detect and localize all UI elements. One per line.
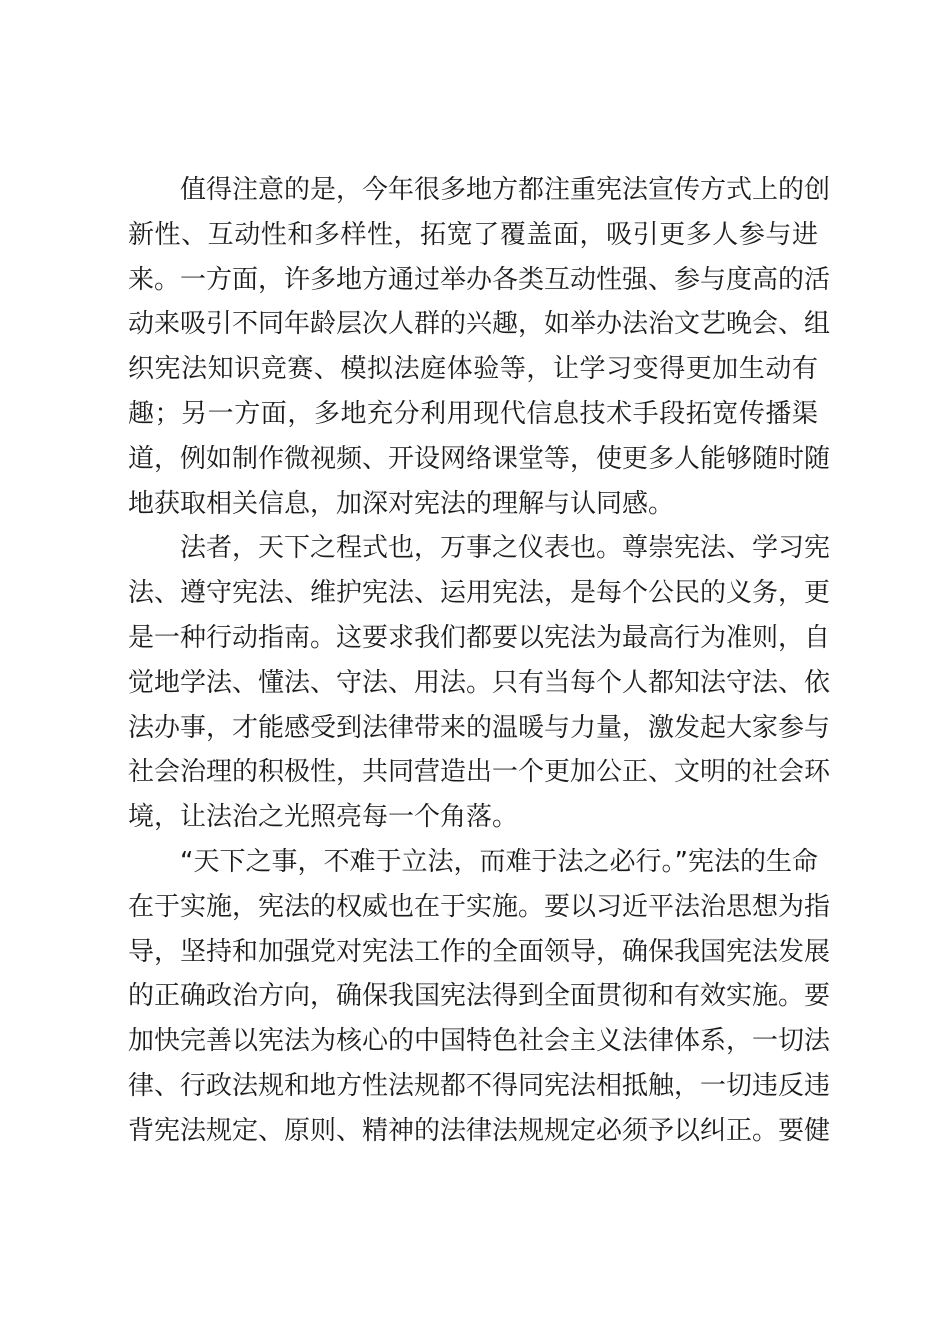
paragraph-3-line-3: 导，坚持和加强党对宪法工作的全面领导，确保我国宪法发展 [128,936,831,967]
paragraph-3-line-4: 的正确政治方向，确保我国宪法得到全面贯彻和有效实施。要 [128,981,831,1012]
paragraph-2-line-1: 法者，天下之程式也，万事之仪表也。尊崇宪法、学习宪 [180,533,831,564]
paragraph-2-line-6: 社会治理的积极性，共同营造出一个更加公正、文明的社会环 [128,757,831,788]
paragraph-1-line-7: 道，例如制作微视频、开设网络课堂等，使更多人能够随时随 [128,443,831,474]
paragraph-1-line-2: 新性、互动性和多样性，拓宽了覆盖面，吸引更多人参与进 [128,219,818,250]
paragraph-2-line-3: 是一种行动指南。这要求我们都要以宪法为最高行为准则，自 [128,622,831,653]
paragraph-1-line-5: 织宪法知识竞赛、模拟法庭体验等，让学习变得更加生动有 [128,354,818,385]
paragraph-2-line-5: 法办事，才能感受到法律带来的温暖与力量，激发起大家参与 [128,712,831,743]
body-text [128,168,831,1154]
paragraph-3-line-6: 律、行政法规和地方性法规都不得同宪法相抵触，一切违反违 [128,1070,831,1101]
paragraph-1-line-6: 趣；另一方面，多地充分利用现代信息技术手段拓宽传播渠 [128,398,818,429]
paragraph-3-line-2: 在于实施，宪法的权威也在于实施。要以习近平法治思想为指 [128,891,831,922]
paragraph-1-line-3: 来。一方面，许多地方通过举办各类互动性强、参与度高的活 [128,264,831,295]
paragraph-1-line-8: 地获取相关信息，加深对宪法的理解与认同感。 [128,488,675,519]
paragraph-3-line-5: 加快完善以宪法为核心的中国特色社会主义法律体系，一切法 [128,1026,831,1057]
paragraph-2-line-4: 觉地学法、懂法、守法、用法。只有当每个人都知法守法、依 [128,667,831,698]
paragraph-1-line-1: 值得注意的是，今年很多地方都注重宪法宣传方式上的创 [180,175,831,205]
paragraph-3-line-1: “天下之事，不难于立法，而难于法之必行。”宪法的生命 [180,846,818,877]
paragraph-1-line-4: 动来吸引不同年龄层次人群的兴趣，如举办法治文艺晚会、组 [128,309,831,340]
paragraph-2-line-7: 境，让法治之光照亮每一个角落。 [128,802,519,833]
paragraph-3-line-7: 背宪法规定、原则、精神的法律法规规定必须予以纠正。要健 [128,1115,831,1146]
paragraph-2-line-2: 法、遵守宪法、维护宪法、运用宪法，是每个公民的义务，更 [128,578,831,609]
